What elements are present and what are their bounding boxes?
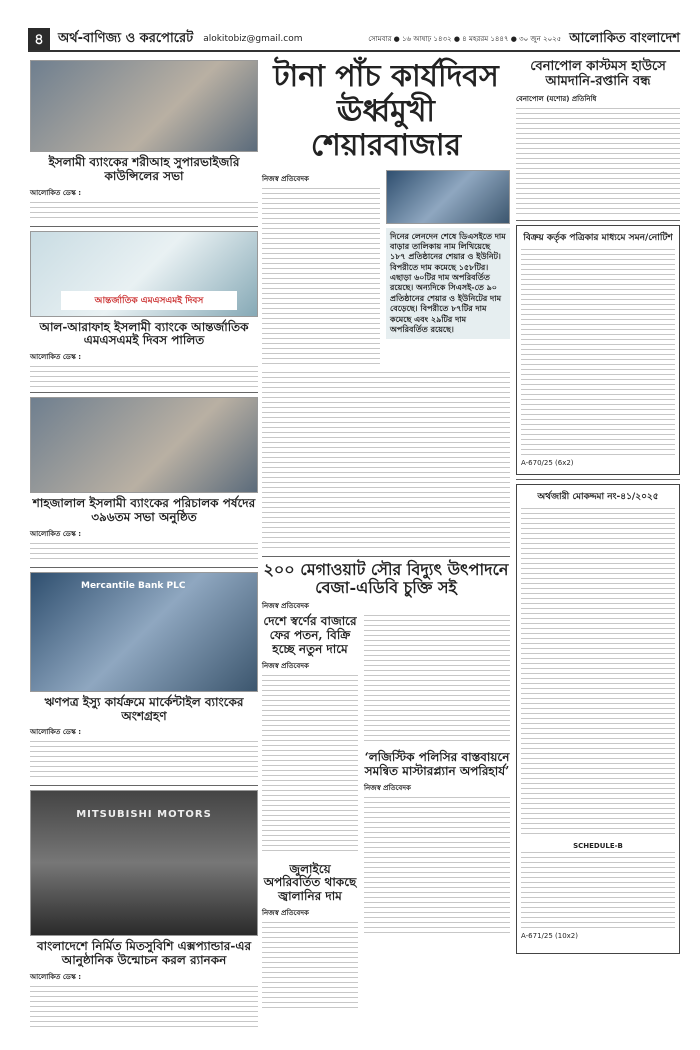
story-body xyxy=(30,366,258,388)
story-photo xyxy=(30,231,258,317)
divider xyxy=(30,226,258,227)
ad-title: অর্থজারী মোকদ্দমা নং-৪১/২০২৫ xyxy=(537,491,659,502)
story-body xyxy=(30,986,258,1028)
story-photo xyxy=(30,790,258,936)
story-body xyxy=(262,372,510,552)
story-byline: আলোকিত ডেস্ক : xyxy=(30,353,82,362)
photo-banner: আন্তর্জাতিক এমএসএমই দিবস xyxy=(61,291,237,310)
section-title: অর্থ-বাণিজ্য ও করপোরেট xyxy=(58,30,194,46)
divider xyxy=(516,479,680,480)
story-body xyxy=(262,675,358,855)
ad-title: বিক্রয় কর্তৃক পত্রিকার মাধ্যমে সমন/নোটিশ xyxy=(523,232,673,243)
page-header xyxy=(28,28,680,52)
story-headline: ইসলামী ব্যাংকের শরীআহ সুপারভাইজরি কাউন্সিলের সভা xyxy=(48,155,240,183)
story-byline: আলোকিত ডেস্ক : xyxy=(30,188,82,197)
story-byline: আলোকিত ডেস্ক : xyxy=(30,728,82,737)
story-byline: আলোকিত ডেস্ক : xyxy=(30,529,82,538)
story-byline: বেনাপোল (যশোর) প্রতিনিধি xyxy=(516,94,597,103)
story-headline: আল-আরাফাহ ইসলামী ব্যাংকে আন্তর্জাতিক এমএসএমই দিবস পালিত xyxy=(39,319,249,348)
section-email: alokitobiz@gmail.com xyxy=(203,34,303,44)
story-body xyxy=(30,741,258,781)
story-photo xyxy=(30,397,258,493)
story-headline: শাহজালাল ইসলামী ব্যাংকের পরিচালক পর্ষদের ৩৯৬তম সভা অনুষ্ঠিত xyxy=(32,496,256,524)
divider xyxy=(516,220,680,221)
story-byline: নিজস্ব প্রতিবেদক xyxy=(364,783,411,792)
story-headline: দেশে স্বর্ণের বাজারে ফের পতন, বিক্রি হচ্ছে নতুন দামে xyxy=(263,614,357,656)
story-body xyxy=(516,108,680,216)
story-photo xyxy=(386,170,510,224)
ad-reference: A-670/25 (6x2) xyxy=(521,458,574,467)
ad-schedule: SCHEDULE-B xyxy=(573,841,623,850)
story-body xyxy=(30,202,258,222)
legal-notice-ad xyxy=(516,484,680,954)
divider xyxy=(262,556,510,557)
lead-headline-line1: টানা পাঁচ কার্যদিবস xyxy=(273,59,499,94)
divider xyxy=(30,567,258,568)
lead-inset: দিনের লেনদেন শেষে ডিএসইতে দাম বাড়ার তালিকায় নাম লিখিয়েছে ১৮৭ প্রতিষ্ঠানের শেয়ার ও ইউনিট। বিপরীতে দাম কমেছে ১৫৮টির। এছাড়া ৬০টির দাম অপরিবর্তিত রয়েছে। অন্যদিকে সিএসই-তে ৯০ প্রতিষ্ঠানের শেয়ার ও ইউনিটের দাম বেড়েছে। বিপরীতে ৮৭টির দাম কমেছে এবং ২৯টির দাম অপরিবর্তিত রয়েছে। xyxy=(386,228,510,340)
story-headline: জুলাইয়ে অপরিবর্তিত থাকছে জ্বালানির দাম xyxy=(263,861,357,904)
story-body xyxy=(262,922,358,1012)
ad-body xyxy=(521,852,675,932)
story-body xyxy=(364,615,510,745)
right-column xyxy=(516,60,680,954)
story-headline: ‘লজিস্টিক পলিসির বাস্তবায়নে সমন্বিত মাস্টারপ্ল্যান অপরিহার্য’ xyxy=(364,750,510,779)
story-headline: বেনাপোল কাস্টমস হাউসে আমদানি-রপ্তানি বন্ধ xyxy=(530,59,666,89)
middle-column xyxy=(262,60,510,1012)
story-headline: বাংলাদেশে নির্মিত মিতসুবিশি এক্সপ্যান্ডার-এর আনুষ্ঠানিক উন্মোচন করল র‍্যানকন xyxy=(36,939,252,968)
story-body xyxy=(364,797,510,937)
page-number: ৪ xyxy=(28,28,50,50)
story-photo xyxy=(30,60,258,152)
ad-body xyxy=(521,249,675,459)
story-byline: নিজস্ব প্রতিবেদক xyxy=(262,661,309,670)
photo-banner: MITSUBISHI MOTORS xyxy=(76,809,212,821)
story-byline: আলোকিত ডেস্ক : xyxy=(30,972,82,981)
divider xyxy=(30,785,258,786)
legal-notice-ad xyxy=(516,225,680,475)
story-byline: নিজস্ব প্রতিবেদক xyxy=(262,909,309,918)
ad-body xyxy=(521,508,675,838)
photo-banner: Mercantile Bank PLC xyxy=(81,580,186,591)
divider xyxy=(30,392,258,393)
story-headline: ২০০ মেগাওয়াট সৌর বিদ্যুৎ উৎপাদনে বেজা-এডিবি চুক্তি সই xyxy=(263,559,509,597)
masthead-brand: আলোকিত বাংলাদেশ xyxy=(569,30,680,46)
lead-headline-line2: ঊর্ধ্বমুখী শেয়ারবাজার xyxy=(310,93,462,163)
ad-reference: A-671/25 (10x2) xyxy=(521,931,578,940)
story-byline: নিজস্ব প্রতিবেদক xyxy=(262,174,309,183)
story-byline: নিজস্ব প্রতিবেদক xyxy=(262,602,309,611)
story-body xyxy=(30,543,258,563)
story-headline: ঋণপত্র ইস্যু কার্যক্রমে মার্কেন্টাইল ব্যাংকের অংশগ্রহণ xyxy=(44,694,244,723)
story-body xyxy=(262,188,380,368)
left-column xyxy=(30,60,258,1028)
story-photo xyxy=(30,572,258,692)
dateline: সোমবার ● ১৬ আষাঢ় ১৪৩২ ● ৪ মহররম ১৪৪৭ ● ৩০ জুন ২০২৫ xyxy=(368,35,562,43)
